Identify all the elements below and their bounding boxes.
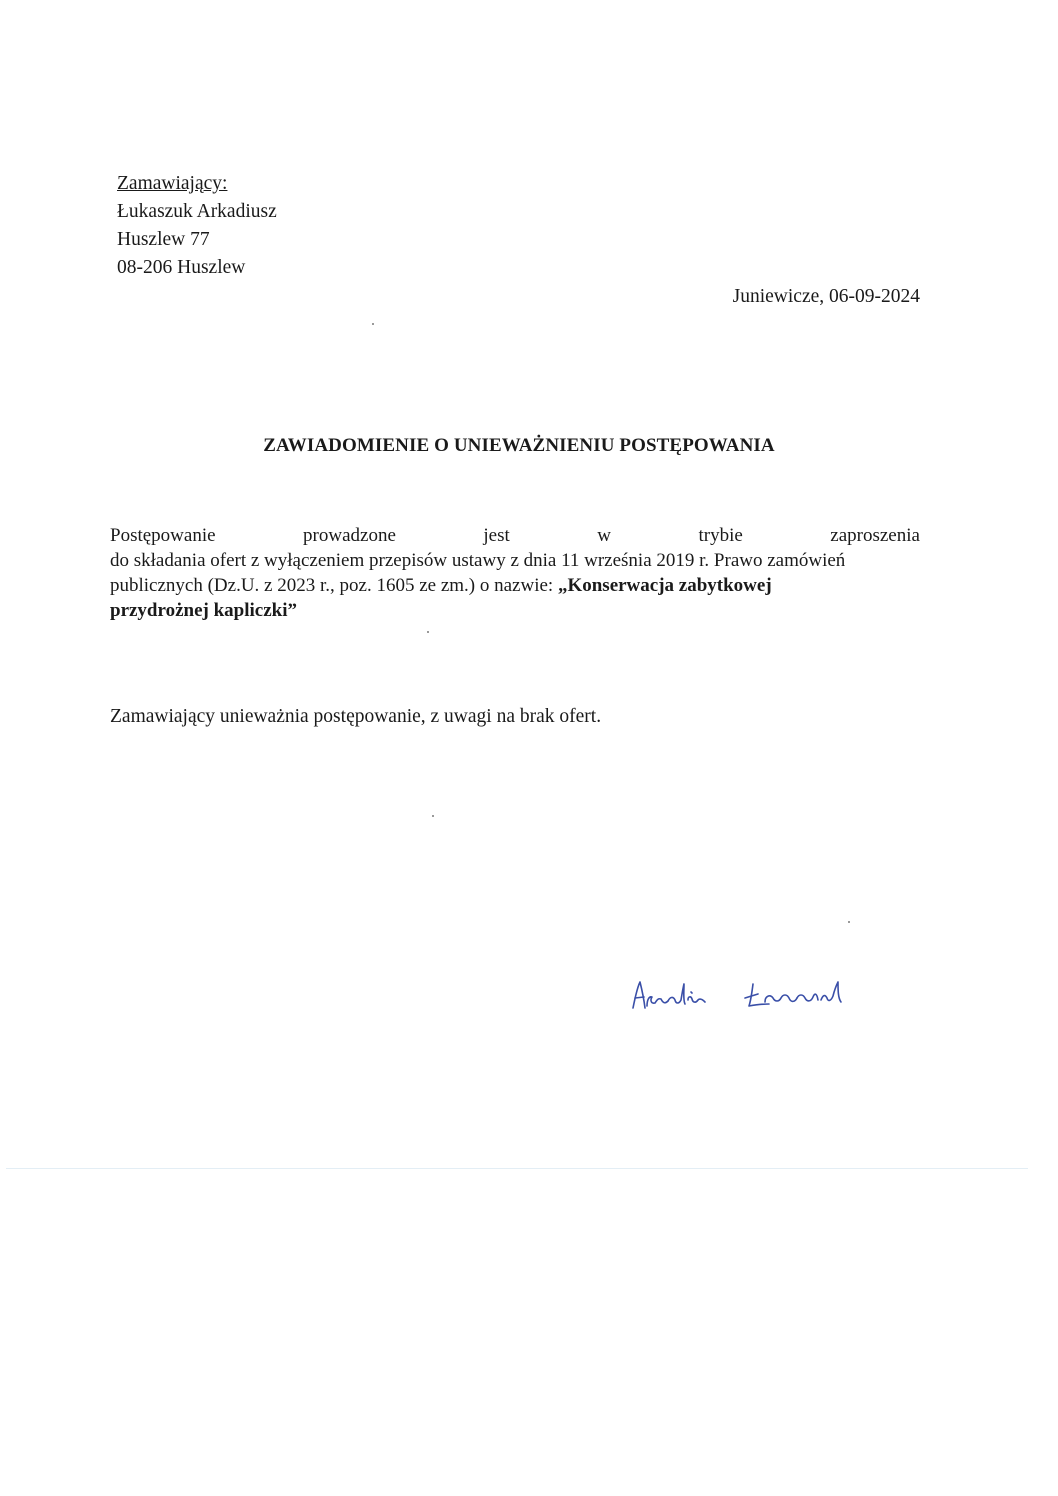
body-word: w <box>597 525 611 546</box>
procedure-name-part2: przydrożnej kapliczki” <box>110 600 298 621</box>
scan-speck <box>848 921 850 923</box>
body-line-1 <box>110 523 920 548</box>
body-line-2: do składania ofert z wyłączeniem przepisów ustawy z dnia 11 września 2019 r. Prawo zamówień <box>110 550 846 571</box>
body-line-3-text: publicznych (Dz.U. z 2023 r., poz. 1605 ze zm.) o nazwie: <box>110 575 558 596</box>
body-word: jest <box>483 525 510 546</box>
body-word: Postępowanie <box>110 525 216 546</box>
sender-name: Łukaszuk Arkadiusz <box>117 201 277 222</box>
sender-label: Zamawiający: <box>117 173 228 194</box>
decision-statement: Zamawiający unieważnia postępowanie, z uwagi na brak ofert. <box>110 706 602 727</box>
scan-artifact-line <box>6 1168 1028 1169</box>
body-word: prowadzone <box>303 525 396 546</box>
sender-block <box>117 170 277 282</box>
sender-address-line2: 08-206 Huszlew <box>117 257 246 278</box>
scan-speck <box>372 323 374 325</box>
scan-speck <box>427 631 429 633</box>
document-title: ZAWIADOMIENIE O UNIEWAŻNIENIU POSTĘPOWANIA <box>263 435 775 456</box>
body-line-3 <box>110 573 920 598</box>
body-word: zaproszenia <box>830 525 920 546</box>
sender-address-line1: Huszlew 77 <box>117 229 210 250</box>
place-and-date: Juniewicze, 06-09-2024 <box>732 286 920 307</box>
body-word: trybie <box>698 525 743 546</box>
handwritten-signature <box>625 970 870 1030</box>
scan-speck <box>432 815 434 817</box>
procedure-name-part1: „Konserwacja zabytkowej <box>557 575 772 596</box>
body-paragraph <box>110 523 920 623</box>
